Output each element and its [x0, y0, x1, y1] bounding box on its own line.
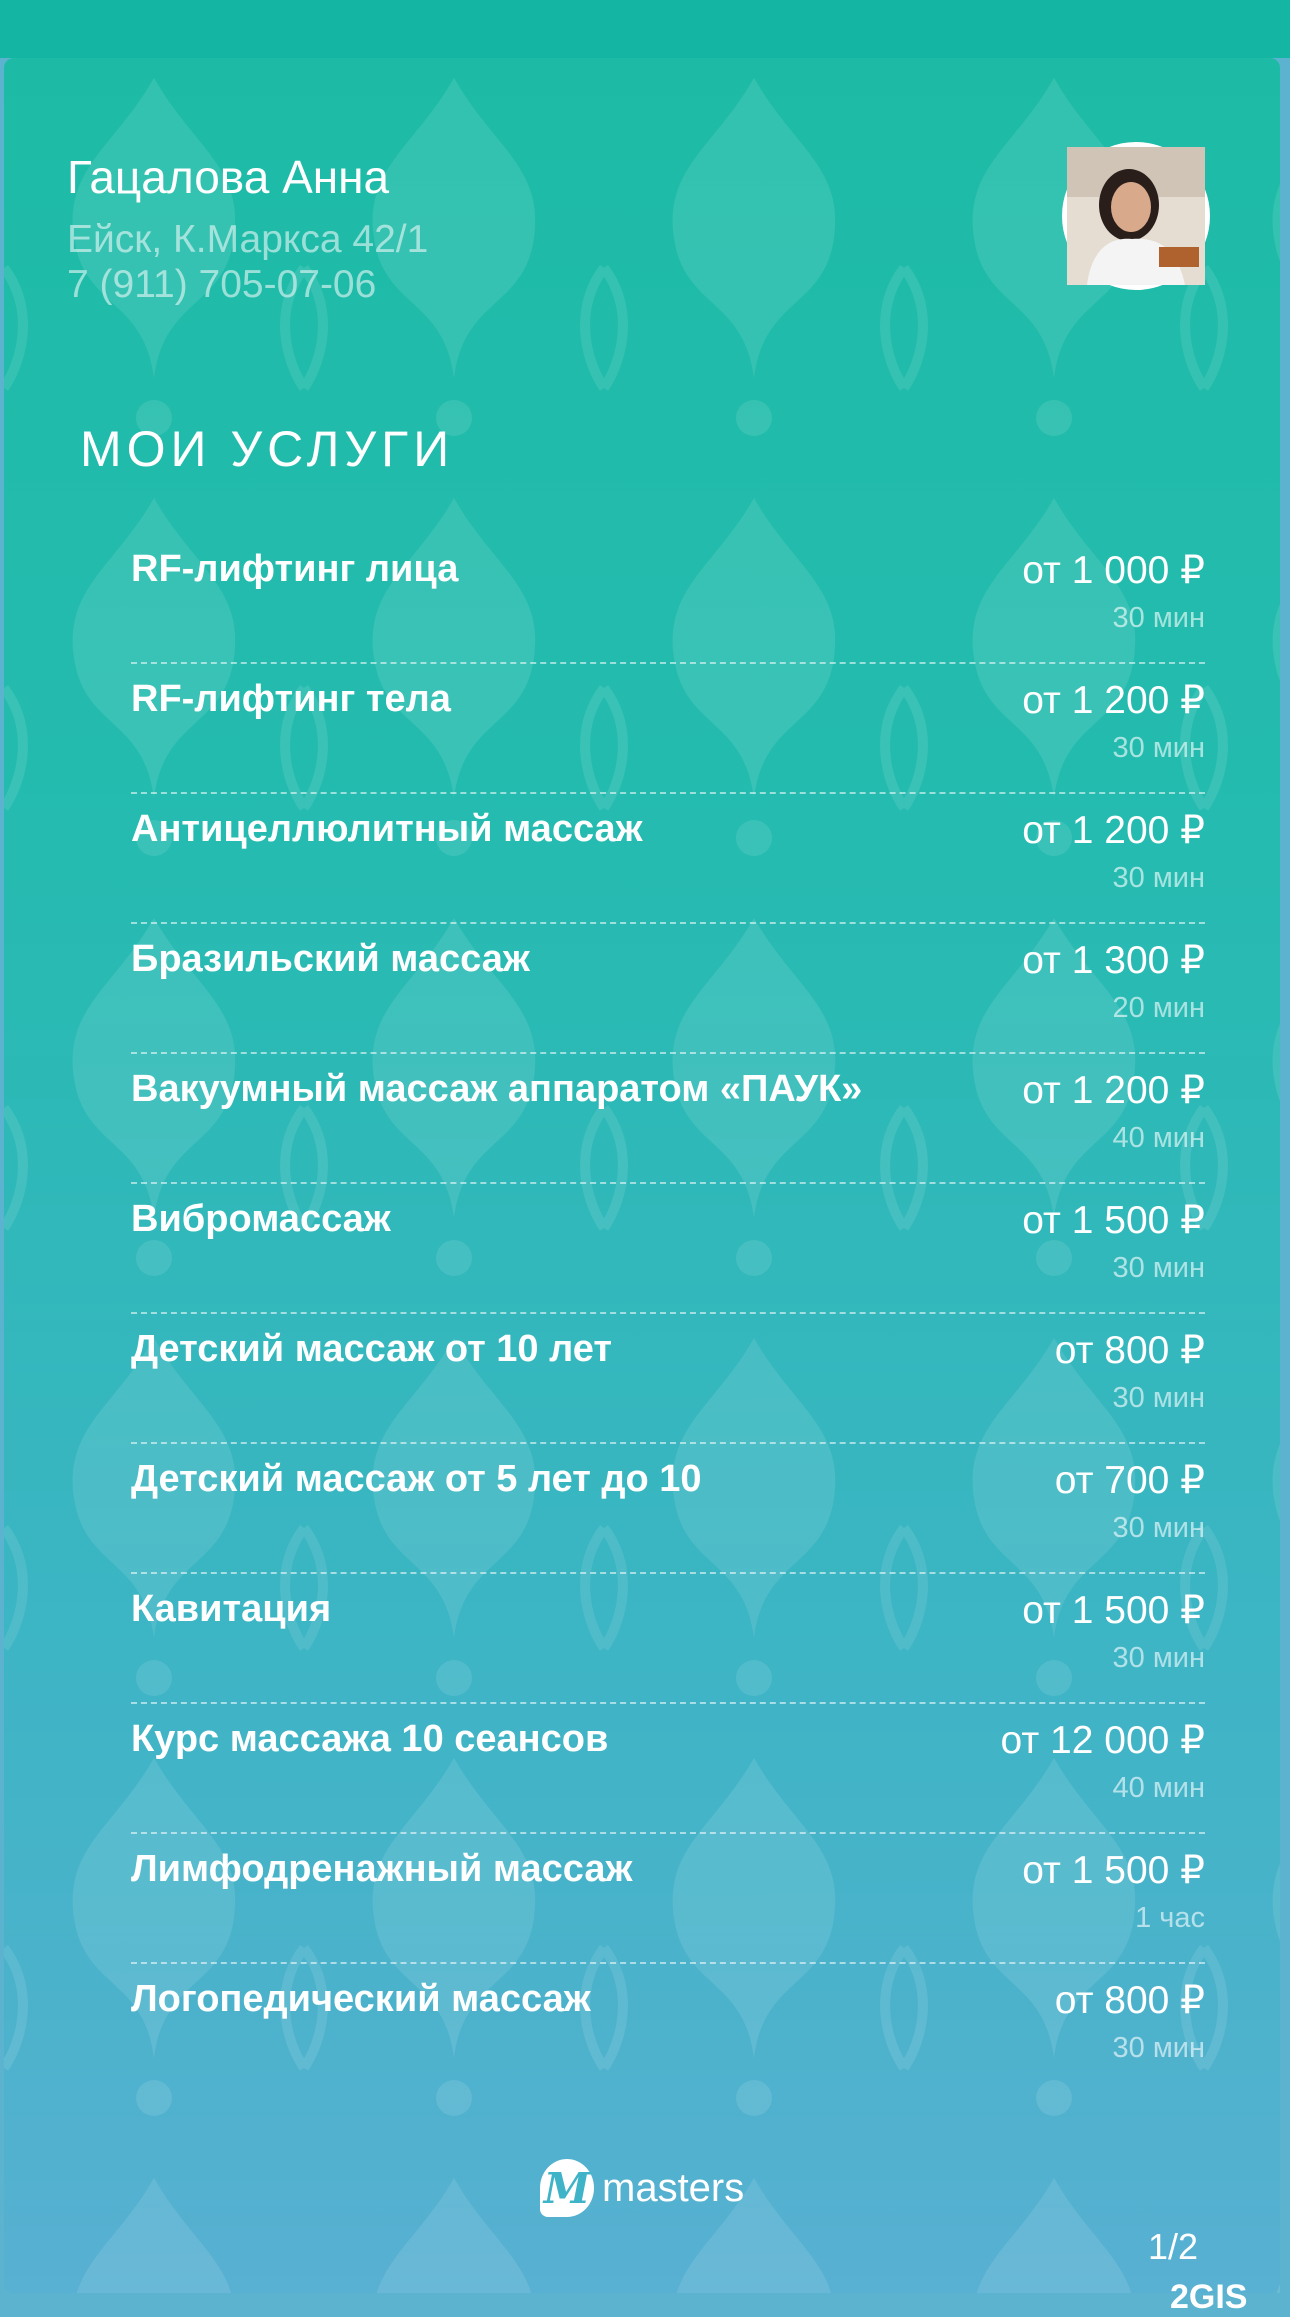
service-price: от 1 000 ₽ — [1022, 549, 1205, 592]
service-row[interactable] — [131, 1314, 1205, 1444]
service-row[interactable] — [131, 1964, 1205, 2092]
service-duration: 30 мин — [1112, 1642, 1205, 1674]
brand-logo — [540, 2156, 744, 2220]
service-duration: 40 мин — [1112, 1122, 1205, 1154]
service-name: RF-лифтинг лица — [131, 548, 459, 590]
avatar[interactable] — [1062, 142, 1210, 290]
service-row[interactable] — [131, 794, 1205, 924]
service-name: Кавитация — [131, 1588, 332, 1630]
service-name: Вибромассаж — [131, 1198, 391, 1240]
service-name: Лимфодренажный массаж — [131, 1848, 633, 1890]
service-row[interactable] — [131, 534, 1205, 664]
service-row[interactable] — [131, 1444, 1205, 1574]
service-duration: 30 мин — [1112, 862, 1205, 894]
service-price: от 1 200 ₽ — [1022, 1069, 1205, 1112]
service-price: от 12 000 ₽ — [1000, 1719, 1205, 1762]
section-title: МОИ УСЛУГИ — [80, 421, 455, 477]
watermark: 2GIS — [1170, 2278, 1248, 2316]
service-duration: 30 мин — [1112, 1252, 1205, 1284]
service-price: от 800 ₽ — [1054, 1979, 1205, 2022]
service-price: от 1 500 ₽ — [1022, 1199, 1205, 1242]
service-price: от 1 200 ₽ — [1022, 809, 1205, 852]
service-row[interactable] — [131, 924, 1205, 1054]
service-duration: 20 мин — [1112, 992, 1205, 1024]
service-row[interactable] — [131, 1704, 1205, 1834]
services-card — [4, 58, 1280, 2316]
service-name: Детский массаж от 10 лет — [131, 1328, 612, 1370]
brand-text: masters — [602, 2165, 745, 2210]
masters-logo-icon: M — [540, 2159, 594, 2217]
service-row[interactable] — [131, 1574, 1205, 1704]
service-name: Логопедический массаж — [131, 1978, 591, 2020]
master-address: Ейск, К.Маркса 42/1 — [67, 218, 429, 261]
service-name: Детский массаж от 5 лет до 10 — [131, 1458, 702, 1500]
services-list — [131, 534, 1205, 2092]
service-name: Вакуумный массаж аппаратом «ПАУК» — [131, 1068, 863, 1110]
service-duration: 30 мин — [1112, 732, 1205, 764]
service-row[interactable] — [131, 1054, 1205, 1184]
service-name: Антицеллюлитный массаж — [131, 808, 643, 850]
page-indicator: 1/2 — [1148, 2226, 1199, 2267]
service-price: от 1 200 ₽ — [1022, 679, 1205, 722]
service-duration: 1 час — [1135, 1902, 1205, 1934]
service-price: от 1 500 ₽ — [1022, 1849, 1205, 1892]
service-name: RF-лифтинг тела — [131, 678, 451, 720]
service-price: от 1 300 ₽ — [1022, 939, 1205, 982]
service-row[interactable] — [131, 664, 1205, 794]
master-phone[interactable]: 7 (911) 705-07-06 — [67, 263, 377, 306]
service-duration: 30 мин — [1112, 602, 1205, 634]
service-name: Бразильский массаж — [131, 938, 530, 980]
service-duration: 30 мин — [1112, 1512, 1205, 1544]
service-duration: 40 мин — [1112, 1772, 1205, 1804]
service-name: Курс массажа 10 сеансов — [131, 1718, 609, 1760]
service-price: от 1 500 ₽ — [1022, 1589, 1205, 1632]
service-price: от 700 ₽ — [1054, 1459, 1205, 1502]
service-row[interactable] — [131, 1184, 1205, 1314]
master-name: Гацалова Анна — [67, 151, 390, 203]
service-duration: 30 мин — [1112, 2032, 1205, 2064]
service-duration: 30 мин — [1112, 1382, 1205, 1414]
top-status-bar — [0, 0, 1290, 58]
avatar-photo — [1067, 147, 1205, 285]
service-price: от 800 ₽ — [1054, 1329, 1205, 1372]
service-row[interactable] — [131, 1834, 1205, 1964]
